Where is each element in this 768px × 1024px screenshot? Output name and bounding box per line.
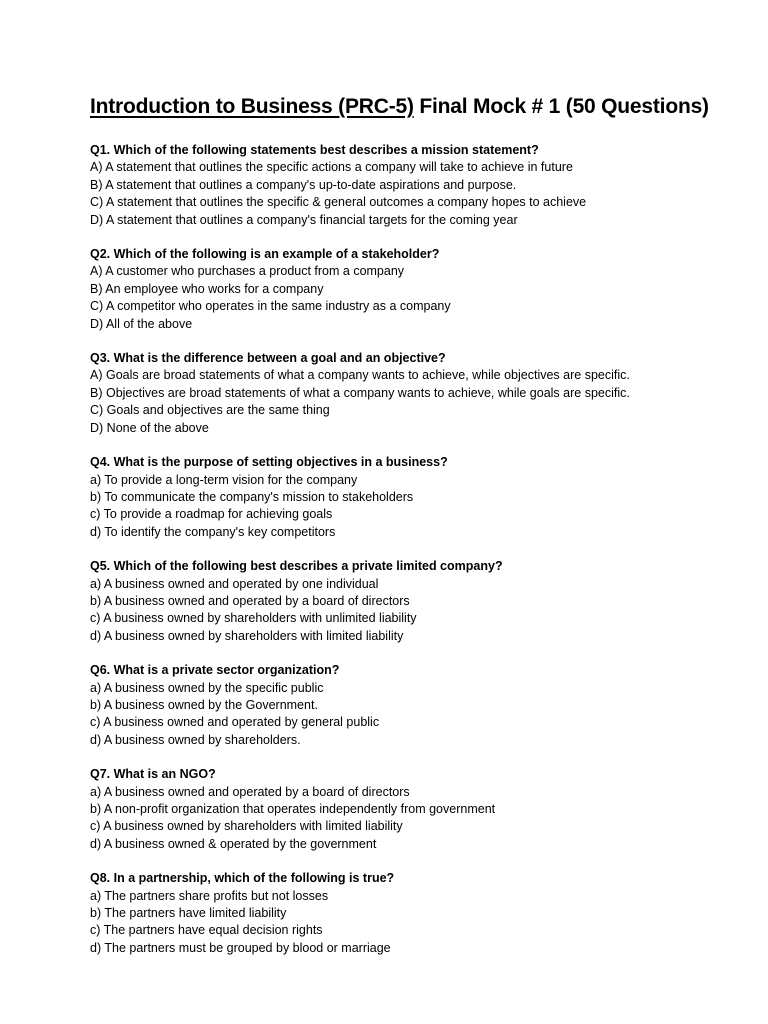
answer-option: b) A business owned and operated by a board of directors [90, 593, 410, 608]
question-block [90, 662, 750, 749]
answer-option: a) A business owned and operated by one individual [90, 576, 379, 591]
answer-option: a) A business owned by the specific public [90, 680, 324, 695]
question-block [90, 766, 750, 853]
answer-option: a) A business owned and operated by a board of directors [90, 784, 410, 799]
answer-option: D) A statement that outlines a company's financial targets for the coming year [90, 212, 518, 227]
question-block [90, 350, 750, 437]
answer-option: d) A business owned by shareholders with limited liability [90, 628, 404, 643]
question-block [90, 870, 750, 957]
answer-option: b) The partners have limited liability [90, 906, 287, 921]
answer-option: d) A business owned by shareholders. [90, 732, 301, 747]
answer-option: A) A statement that outlines the specific actions a company will take to achieve in future [90, 160, 573, 175]
answer-option: B) An employee who works for a company [90, 281, 324, 296]
answer-option: a) The partners share profits but not losses [90, 888, 329, 903]
document-title [90, 94, 709, 120]
question-text: Q4. What is the purpose of setting objectives in a business? [90, 455, 448, 470]
answer-option: d) A business owned & operated by the government [90, 836, 377, 851]
answer-option: C) Goals and objectives are the same thing [90, 403, 330, 418]
question-text: Q5. Which of the following best describes a private limited company? [90, 559, 503, 574]
answer-option: B) Objectives are broad statements of what a company wants to achieve, while goals are specific. [90, 385, 630, 400]
answer-option: c) To provide a roadmap for achieving goals [90, 507, 333, 522]
answer-option: c) A business owned and operated by general public [90, 715, 380, 730]
question-text: Q2. Which of the following is an example of a stakeholder? [90, 247, 440, 262]
answer-option: D) None of the above [90, 420, 209, 435]
answer-option: A) Goals are broad statements of what a company wants to achieve, while objectives are specific. [90, 368, 630, 383]
question-block [90, 454, 750, 541]
answer-option: A) A customer who purchases a product from a company [90, 264, 405, 279]
answer-option: C) A competitor who operates in the same industry as a company [90, 299, 451, 314]
answer-option: D) All of the above [90, 316, 193, 331]
answer-option: B) A statement that outlines a company's up-to-date aspirations and purpose. [90, 177, 517, 192]
question-text: Q6. What is a private sector organization? [90, 663, 340, 678]
exam-title: Final Mock # 1 (50 Questions) [413, 95, 709, 118]
question-block [90, 246, 750, 333]
question-text: Q8. In a partnership, which of the following is true? [90, 871, 395, 886]
question-block [90, 558, 750, 645]
question-text: Q7. What is an NGO? [90, 767, 216, 782]
answer-option: C) A statement that outlines the specific & general outcomes a company hopes to achieve [90, 195, 587, 210]
answer-option: d) The partners must be grouped by blood or marriage [90, 940, 391, 955]
answer-option: d) To identify the company's key competitors [90, 524, 336, 539]
answer-option: c) A business owned by shareholders with unlimited liability [90, 611, 417, 626]
answer-option: c) The partners have equal decision rights [90, 923, 323, 938]
answer-option: b) To communicate the company's mission to stakeholders [90, 489, 414, 504]
question-text: Q3. What is the difference between a goal and an objective? [90, 351, 446, 366]
question-block [90, 142, 750, 229]
answer-option: a) To provide a long-term vision for the company [90, 472, 358, 487]
answer-option: b) A non-profit organization that operates independently from government [90, 802, 496, 816]
answer-option: b) A business owned by the Government. [90, 697, 318, 712]
course-title: Introduction to Business (PRC-5) [90, 95, 414, 118]
question-text: Q1. Which of the following statements best describes a mission statement? [90, 143, 539, 157]
question-list [90, 142, 750, 974]
answer-option: c) A business owned by shareholders with limited liability [90, 819, 403, 834]
